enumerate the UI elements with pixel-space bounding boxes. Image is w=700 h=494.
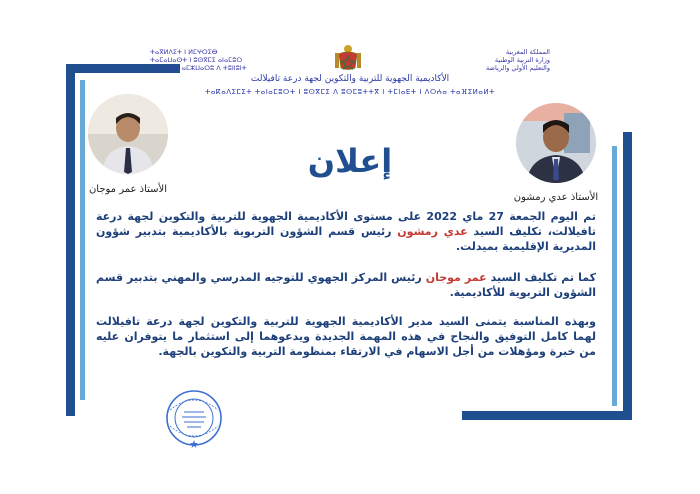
paragraph-2 — [96, 270, 596, 300]
frame-left-inner-bar — [80, 80, 85, 400]
paragraph-3: وبهذه المناسبة يتمنى السيد مدير الأكاديمية الجهوية للتربية والتكوين لجهة درعة تافيلالت لهما كامل التوفيق والنجاح في هذه المهمة الجديدة ويدعوهما إلى استثمار ما يتوفران عليه من خبرة ومؤهلات من أجل الاسهام في الارتقاء بمنظومة التربية والتكوين بالجهة. — [96, 315, 596, 358]
header-tifinagh-lines — [150, 48, 300, 72]
academy-name: الأكاديمية الجهوية للتربية والتكوين لجهة درعة تافيلالت — [250, 74, 450, 84]
frame-bottom-right-bar — [462, 411, 632, 420]
highlighted-name: عمر موجان — [425, 271, 487, 284]
paragraph-1-text-b: رئيس قسم الشؤون التربوية بالأكاديمية بتدبير شؤون المديرية الإقليمية بميدلت. — [96, 225, 596, 253]
header-left-line: ⴷ ⵓⵙⵍⵎⴷ ⴰⵎⵣⵡⴰⵔⵓ ⴷ ⵜⵓⵏⵏⵓⵏⵜ — [150, 64, 247, 72]
frame-right-bar — [623, 132, 632, 420]
academy-name-tifinagh: ⵜⴰⴽⴰⴷⵉⵎⵉⵜ ⵜⴰⵏⴰⵎⵓⵔⵜ ⵏ ⵓⵙⴳⵎⵉ ⴷ ⵓⵙⵎⵓⵜⵜⴳ ⵏ ⵜⵎⵏⴰⴹⵜ ⵏ ⴷⵔⵄⴰ ⵜⴰⴼⵉⵍⴰⵍⵜ — [205, 88, 495, 96]
header-right-line: والتعليم الأولي والرياضة — [486, 64, 550, 72]
header-arabic-lines — [400, 48, 550, 72]
photo-left-caption: الأستاذ عمر موجان — [88, 184, 168, 195]
institution-header — [150, 44, 550, 100]
header-right-line: وزارة التربية الوطنية — [494, 56, 550, 64]
official-stamp-icon — [160, 388, 228, 448]
frame-right-inner-bar — [612, 146, 617, 406]
paragraph-2-text-b: رئيس المركز الجهوي للتوجيه المدرسي والمهني بتدبير قسم الشؤون التربوية للأكاديمية. — [96, 271, 596, 299]
header-left-line: ⵜⴰⵎⴰⵡⴰⵙⵜ ⵏ ⵓⵙⴳⵎⵉ ⴰⵏⴰⵎⵓⵔ — [150, 56, 243, 64]
frame-left-bar — [66, 64, 75, 416]
photo-right-avatar — [516, 103, 596, 183]
moroccan-emblem-icon — [333, 44, 363, 72]
photo-left-avatar — [88, 94, 168, 174]
photo-right-caption: الأستاذ عدي رمشون — [513, 192, 599, 203]
paragraph-2-text-a: كما تم تكليف السيد — [486, 271, 597, 284]
announcement-title: إعلان — [307, 142, 393, 180]
paragraph-1 — [96, 209, 596, 254]
paragraph-1-text-a: تم اليوم الجمعة 27 ماي 2022 على مستوى الأكاديمية الجهوية للتربية والتكوين لجهة درعة تافيلالت، تكليف السيد — [96, 210, 597, 238]
header-left-line: ⵜⴰⴳⵍⴷⵉⵜ ⵏ ⵍⵎⵖⵔⵉⴱ — [150, 48, 218, 56]
highlighted-name: عدي رمشون — [397, 225, 468, 238]
header-right-line: المملكة المغربية — [505, 48, 550, 56]
